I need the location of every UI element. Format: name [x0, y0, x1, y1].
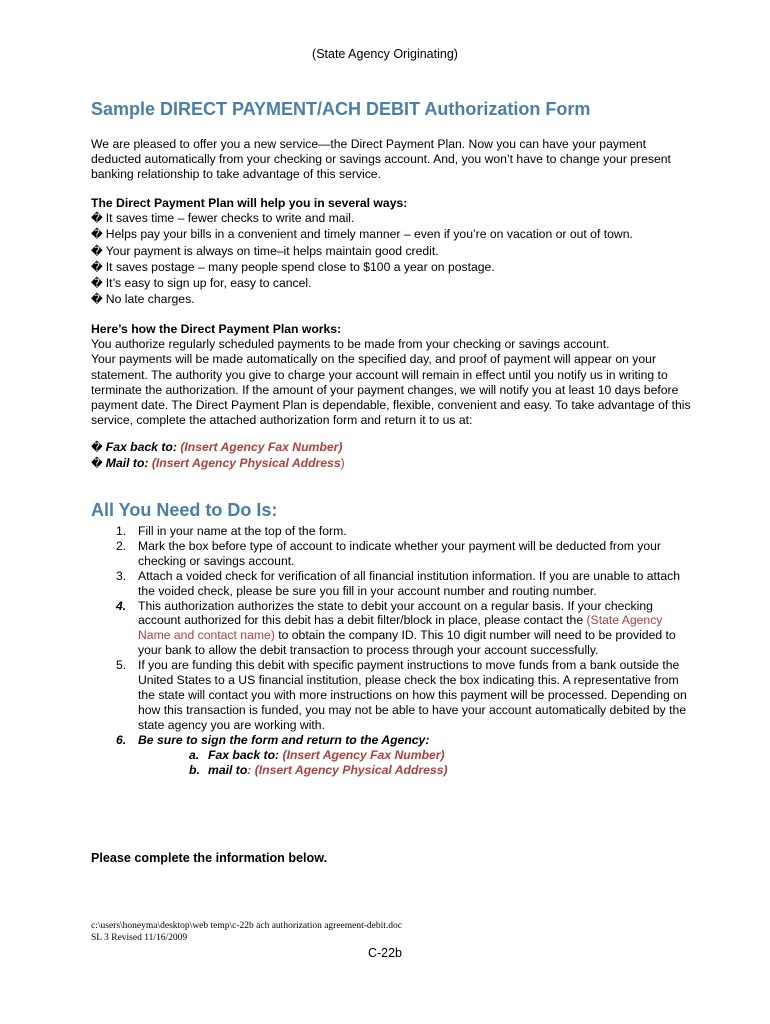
list-item: 5. If you are funding this debit with specific payment instructions to move funds from a bank outside the United States to a US financial institution, please check the box indicating this. A representative from the state will contact you with more instructions on how this payment will be processed. Depending on how this transaction is funded, you may not be able to have your account automatically debited by the state agency you are working with. — [116, 658, 687, 732]
list-item: � Helps pay your bills in a convenient and timely manner – even if you’re on vacation or out of town. — [91, 227, 633, 242]
bullet-icon: � — [91, 229, 103, 242]
page-title: Sample DIRECT PAYMENT/ACH DEBIT Authorization Form — [91, 99, 591, 119]
list-item: � It saves time – fewer checks to write and mail. — [91, 211, 355, 226]
how-it-works-section — [91, 322, 691, 428]
list-item: � It saves postage – many people spend close to $100 a year on postage. — [91, 259, 495, 274]
agency-contact-placeholder: (State Agency Name and contact name) — [138, 613, 663, 643]
mail-label: Mail to: — [105, 456, 149, 471]
benefits-heading: The Direct Payment Plan will help you in several ways: — [91, 196, 408, 210]
how-it-works-body: Your payments will be made automatically on the specified day, and proof of payment will appear on your statement. The authority you give to charge your account will remain in effect until you notify us in writing to terminate the authorization. If the amount of your payment changes, we will notify you at least 10 days before payment date. The Direct Payment Plan is dependable, flexible, convenient and easy. To take advantage of this service, complete the attached authorization form and return it to us at: — [91, 352, 691, 428]
sub-item-fax: a. Fax back to: (Insert Agency Fax Number) — [189, 747, 445, 762]
list-item: 3. Attach a voided check for verification of all financial institution information. If you are unable to attach the voided check, please be sure you fill in your account number and routing number. — [116, 568, 680, 598]
bullet-icon: � — [91, 213, 103, 226]
how-it-works-line: You authorize regularly scheduled payments to be made from your checking or savings account. — [91, 337, 610, 352]
footer — [91, 920, 402, 944]
list-item: � No late charges. — [91, 292, 195, 307]
bullet-icon: � — [91, 245, 103, 258]
list-item: 2. Mark the box before type of account to indicate whether your payment will be deducted from your checking or savings account. — [116, 538, 661, 568]
intro-paragraph: We are pleased to offer you a new service—the Direct Payment Plan. Now you can have your payment deducted automatically from your checking or savings account. And, you won’t have to change your present banking relationship to take advantage of this service. — [91, 137, 671, 182]
list-item: 6. Be sure to sign the form and return to the Agency: a. Fax back to: (Insert Agency Fax Number) b. mail to: (Insert Agency Physical Address) — [91, 733, 687, 778]
mail-value: (Insert Agency Physical Address — [151, 456, 341, 471]
steps-list — [91, 524, 687, 777]
bullet-icon: � — [91, 261, 103, 274]
section-title: All You Need to Do Is: — [91, 500, 278, 520]
fax-line — [91, 440, 691, 456]
fax-label: Fax back to: — [105, 440, 177, 454]
mail-line — [91, 456, 691, 472]
list-item: � It’s easy to sign up for, easy to cancel. — [91, 276, 312, 291]
page-header: (State Agency Originating) — [312, 47, 458, 61]
send-to-section — [91, 440, 691, 472]
bullet-icon: � — [91, 442, 103, 454]
sub-item-mail: b. mail to: (Insert Agency Physical Address) — [189, 762, 448, 777]
bullet-icon: � — [91, 458, 103, 471]
footer-path: c:\users\honeyma\desktop\web temp\c-22b ach authorization agreement-debit.doc — [91, 921, 403, 931]
benefits-section — [91, 196, 691, 308]
fax-value: (Insert Agency Fax Number) — [180, 440, 343, 454]
bullet-icon: � — [91, 294, 103, 307]
complete-info-heading: Please complete the information below. — [91, 851, 328, 865]
list-item: 4. This authorization authorizes the state to debit your account on a regular basis. If your checking account authorized for this debit has a debit filter/block in place, please contact the (State Agency Name and contact name) to obtain the company ID. This 10 digit number will need to be provided to your bank to allow the debit transaction to process through your account successfully. — [116, 598, 676, 658]
mail-close: ) — [340, 456, 345, 471]
footer-revision: SL 3 Revised 11/16/2009 — [91, 933, 188, 943]
how-it-works-heading: Here’s how the Direct Payment Plan works: — [91, 322, 342, 336]
page-number: C-22b — [367, 946, 403, 960]
bullet-icon: � — [91, 278, 103, 291]
list-item: 1. Fill in your name at the top of the form. — [116, 524, 347, 538]
list-item: � Your payment is always on time–it helps maintain good credit. — [91, 243, 439, 258]
